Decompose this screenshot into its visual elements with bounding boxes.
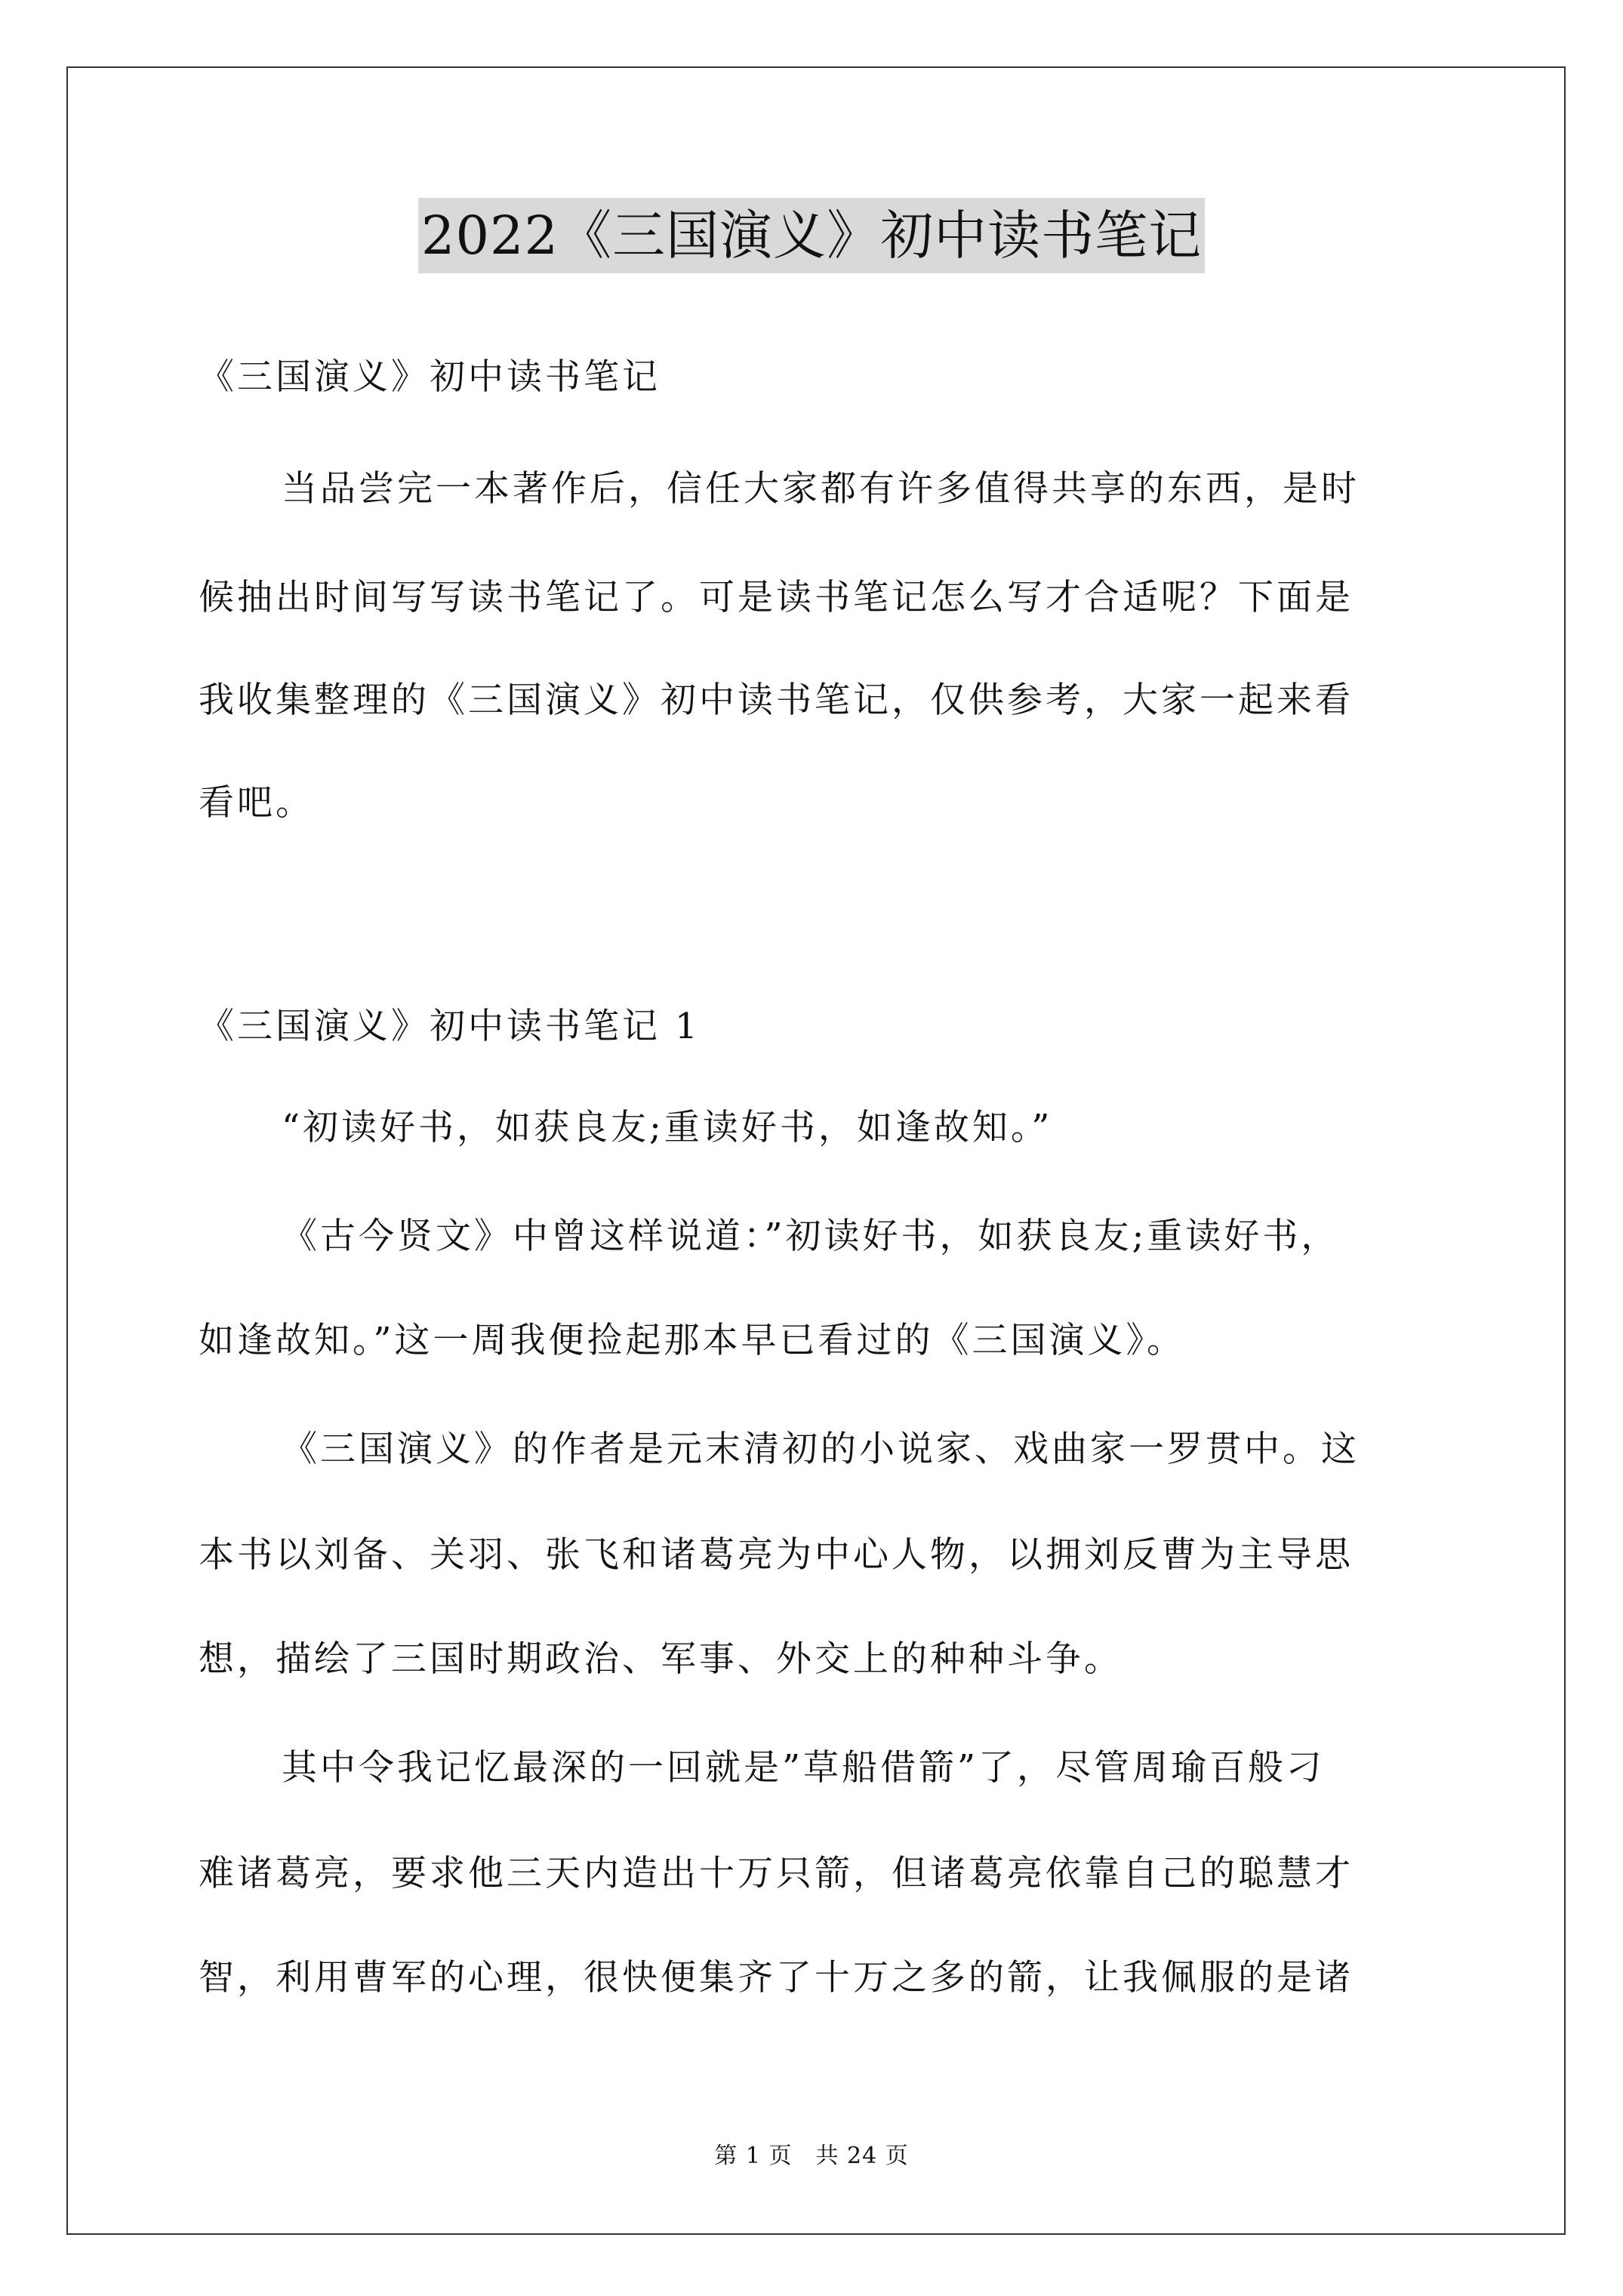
intro-line: 候抽出时间写写读书笔记了。可是读书笔记怎么写才合适呢？下面是 [199, 577, 1354, 618]
section-heading: 《三国演义》初中读书笔记 1 [199, 1006, 701, 1047]
intro-line: 看吧。 [199, 782, 314, 824]
paragraph-line: 其中令我记忆最深的一回就是”草船借箭”了，尽管周瑜百般刁 [282, 1747, 1326, 1789]
paragraph-line: 难诸葛亮，要求他三天内造出十万只箭，但诸葛亮依靠自己的聪慧才 [199, 1853, 1354, 1894]
title-container [0, 198, 1623, 273]
quote-line: “初读好书，如获良友;重读好书，如逢故知。” [282, 1107, 1053, 1148]
paragraph-line: 想，描绘了三国时期政治、军事、外交上的种种斗争。 [199, 1638, 1123, 1680]
intro-line: 我收集整理的《三国演义》初中读书笔记，仅供参考，大家一起来看 [199, 680, 1354, 721]
paragraph-line: 本书以刘备、关羽、张飞和诸葛亮为中心人物，以拥刘反曹为主导思 [199, 1534, 1354, 1576]
paragraph-line: 《三国演义》的作者是元末清初的小说家、戏曲家一罗贯中。这 [282, 1428, 1360, 1470]
paragraph-line: 《古今贤文》中曾这样说道：”初读好书，如获良友;重读好书， [282, 1216, 1340, 1257]
subtitle: 《三国演义》初中读书笔记 [199, 356, 661, 398]
intro-line: 当品尝完一本著作后，信任大家都有许多值得共享的东西，是时 [282, 468, 1360, 510]
page-number: 第 1 页 共 24 页 [714, 2143, 909, 2169]
paragraph-line: 智，利用曹军的心理，很快便集齐了十万之多的箭，让我佩服的是诸 [199, 1957, 1354, 1999]
paragraph-line: 如逢故知。”这一周我便捡起那本早已看过的《三国演义》。 [199, 1320, 1186, 1361]
document-title: 2022《三国演义》初中读书笔记 [418, 198, 1205, 273]
